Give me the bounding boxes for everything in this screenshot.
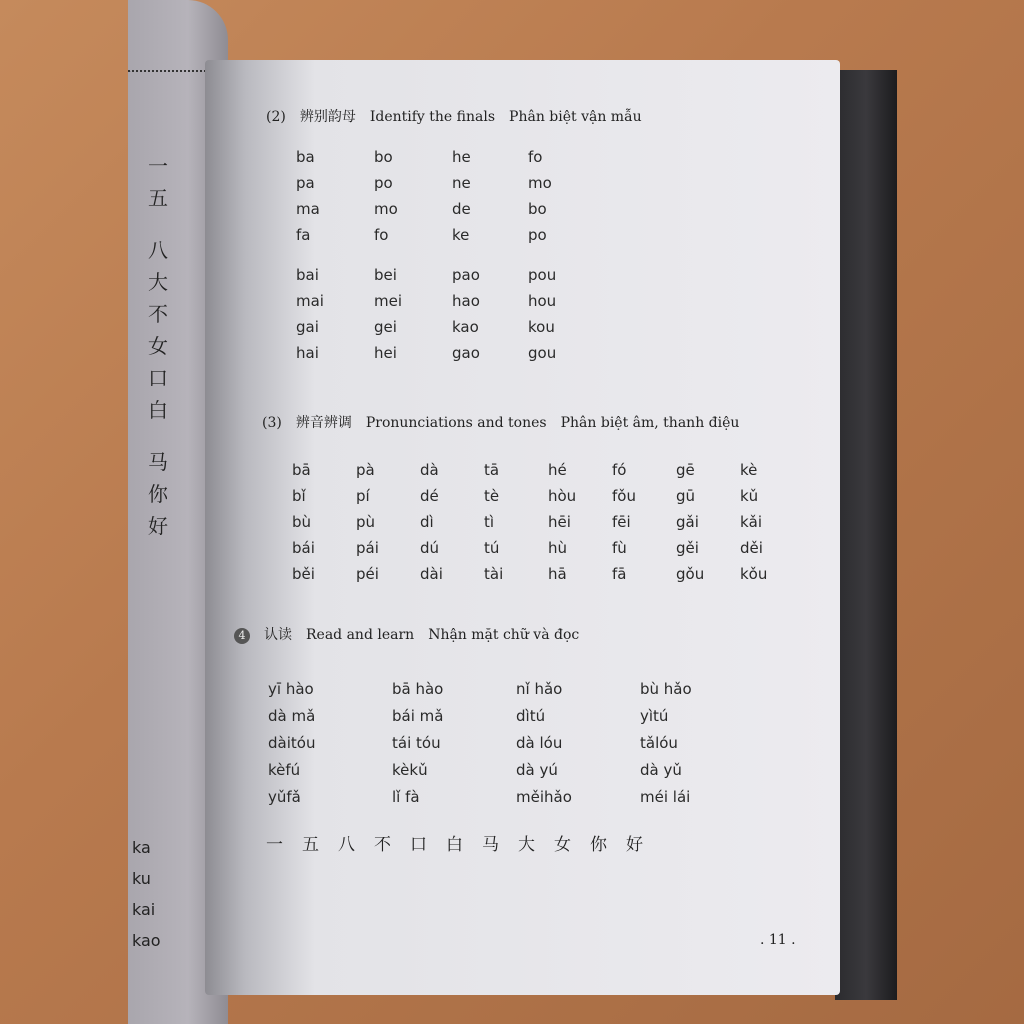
pinyin-cell: ba [296, 148, 315, 166]
pinyin-cell: tài [484, 565, 504, 583]
section2-grid-b [296, 266, 604, 366]
pinyin-cell: bái [292, 539, 315, 557]
pinyin-cell: bā [292, 461, 311, 479]
pinyin-cell: lǐ fà [392, 788, 420, 806]
pinyin-cell: fā [612, 565, 627, 583]
section4-heading [234, 624, 593, 644]
pinyin-cell: fa [296, 226, 311, 244]
section4-title-en: Read and learn [306, 627, 415, 643]
left-char: 一 [148, 154, 168, 178]
pinyin-cell: mei [374, 292, 403, 310]
section4-number-badge: 4 [234, 628, 250, 644]
hanzi-char: 好 [626, 835, 643, 855]
pinyin-cell: fǒu [612, 487, 636, 505]
pinyin-cell: fó [612, 461, 627, 479]
pinyin-cell: gē [676, 461, 695, 479]
pinyin-cell: tè [484, 487, 500, 505]
pinyin-cell: nǐ hǎo [516, 680, 563, 698]
pinyin-cell: dì [420, 513, 434, 531]
section3-number: (3) [262, 415, 282, 431]
pinyin-cell: dú [420, 539, 440, 557]
section3-grid [292, 461, 804, 587]
left-char: 大 [148, 270, 168, 294]
left-pinyin-item: kai [132, 900, 156, 919]
hanzi-char: 女 [554, 835, 571, 855]
pinyin-cell: hai [296, 344, 319, 362]
pinyin-cell: běi [292, 565, 315, 583]
pinyin-cell: pái [356, 539, 379, 557]
pinyin-cell: fo [374, 226, 389, 244]
section4-hanzi-row [266, 830, 643, 855]
pinyin-cell: péi [356, 565, 379, 583]
pinyin-cell: kèkǔ [392, 761, 428, 779]
pinyin-cell: gai [296, 318, 319, 336]
pinyin-cell: dà [420, 461, 439, 479]
pinyin-cell: hòu [548, 487, 577, 505]
hanzi-char: 口 [410, 835, 427, 855]
pinyin-cell: dìtú [516, 707, 546, 725]
pinyin-cell: he [452, 148, 471, 166]
pinyin-cell: dà mǎ [268, 707, 316, 725]
hanzi-char: 白 [446, 835, 463, 855]
left-char: 女 [148, 334, 168, 358]
pinyin-cell: kè [740, 461, 758, 479]
pinyin-cell: dé [420, 487, 439, 505]
pinyin-cell: bái mǎ [392, 707, 444, 725]
pinyin-cell: fo [528, 148, 543, 166]
left-char: 好 [148, 514, 168, 538]
left-char: 白 [148, 398, 168, 422]
pinyin-cell: kǔ [740, 487, 759, 505]
left-char: 口 [148, 366, 168, 390]
pinyin-cell: pà [356, 461, 375, 479]
hanzi-char: 五 [302, 835, 319, 855]
pinyin-cell: tú [484, 539, 500, 557]
pinyin-cell: hé [548, 461, 567, 479]
hanzi-char: 八 [338, 835, 355, 855]
pinyin-cell: fēi [612, 513, 631, 531]
pinyin-cell: gei [374, 318, 397, 336]
pinyin-cell: gao [452, 344, 480, 362]
pinyin-cell: bā hào [392, 680, 444, 698]
pinyin-cell: mai [296, 292, 324, 310]
pinyin-cell: hā [548, 565, 567, 583]
pinyin-cell: kǎi [740, 513, 763, 531]
pinyin-cell: bù hǎo [640, 680, 692, 698]
pinyin-cell: po [528, 226, 547, 244]
section2-title-zh: 辨别韵母 [299, 109, 356, 125]
section2-heading [266, 106, 656, 126]
left-char: 八 [148, 238, 168, 262]
section2-title-vi: Phân biệt vận mẫu [509, 109, 642, 125]
pinyin-cell: pou [528, 266, 557, 284]
pinyin-cell: pao [452, 266, 480, 284]
pinyin-cell: děi [740, 539, 763, 557]
section3-title-en: Pronunciations and tones [365, 415, 547, 431]
pinyin-cell: hao [452, 292, 480, 310]
pinyin-cell: bo [374, 148, 393, 166]
pinyin-cell: kèfú [268, 761, 301, 779]
pinyin-cell: dàitóu [268, 734, 316, 752]
page-number: . 11 . [760, 932, 796, 948]
pinyin-cell: bǐ [292, 487, 306, 505]
pinyin-cell: ma [296, 200, 320, 218]
left-page-characters [138, 150, 178, 542]
pinyin-cell: pù [356, 513, 376, 531]
pinyin-cell: gǒu [676, 565, 705, 583]
left-page-pinyin [132, 832, 161, 956]
pinyin-cell: de [452, 200, 471, 218]
pinyin-cell: dà yú [516, 761, 558, 779]
section4-grid [268, 680, 764, 810]
left-char: 马 [148, 450, 168, 474]
pinyin-cell: bo [528, 200, 547, 218]
left-pinyin-item: ku [132, 869, 151, 888]
left-char: 五 [148, 186, 168, 210]
pinyin-cell: gou [528, 344, 557, 362]
left-char: 不 [148, 302, 168, 326]
left-char: 你 [148, 482, 168, 506]
pinyin-cell: tǎlóu [640, 734, 678, 752]
pinyin-cell: gǎi [676, 513, 699, 531]
pinyin-cell: tì [484, 513, 495, 531]
section2-title-en: Identify the finals [369, 109, 496, 125]
section4-title-vi: Nhận mặt chữ và đọc [428, 627, 580, 643]
pinyin-cell: mo [374, 200, 398, 218]
hanzi-char: 你 [590, 835, 607, 855]
section2-number: (2) [266, 109, 286, 125]
hanzi-char: 一 [266, 835, 283, 855]
pinyin-cell: ke [452, 226, 470, 244]
pinyin-cell: fù [612, 539, 627, 557]
pinyin-cell: tái tóu [392, 734, 441, 752]
pinyin-cell: hù [548, 539, 568, 557]
pinyin-cell: kou [528, 318, 555, 336]
pinyin-cell: hei [374, 344, 397, 362]
pinyin-cell: yī hào [268, 680, 314, 698]
pinyin-cell: kao [452, 318, 479, 336]
pinyin-cell: pa [296, 174, 315, 192]
left-pinyin-item: ka [132, 838, 151, 857]
pinyin-cell: yìtú [640, 707, 669, 725]
pinyin-cell: hēi [548, 513, 571, 531]
pinyin-cell: gū [676, 487, 696, 505]
pinyin-cell: gěi [676, 539, 699, 557]
section3-title-vi: Phân biệt âm, thanh điệu [560, 415, 740, 431]
pinyin-cell: bei [374, 266, 397, 284]
pinyin-cell: mo [528, 174, 552, 192]
pinyin-cell: bù [292, 513, 312, 531]
pinyin-cell: kǒu [740, 565, 768, 583]
section3-title-zh: 辨音辨调 [295, 415, 352, 431]
section4-title-zh: 认读 [264, 627, 292, 643]
pinyin-cell: pí [356, 487, 370, 505]
pinyin-cell: ne [452, 174, 471, 192]
pinyin-cell: po [374, 174, 393, 192]
pinyin-cell: měihǎo [516, 788, 572, 806]
hanzi-char: 大 [518, 835, 535, 855]
pinyin-cell: bai [296, 266, 319, 284]
pinyin-cell: tā [484, 461, 500, 479]
book-edge [835, 70, 897, 1000]
hanzi-char: 马 [482, 835, 499, 855]
hanzi-char: 不 [374, 835, 391, 855]
pinyin-cell: méi lái [640, 788, 691, 806]
section2-grid-a [296, 148, 604, 248]
pinyin-cell: hou [528, 292, 557, 310]
pinyin-cell: dà yǔ [640, 761, 682, 779]
pinyin-cell: yǔfǎ [268, 788, 301, 806]
section3-heading [262, 412, 753, 432]
left-pinyin-item: kao [132, 931, 161, 950]
pinyin-cell: dà lóu [516, 734, 563, 752]
pinyin-cell: dài [420, 565, 443, 583]
